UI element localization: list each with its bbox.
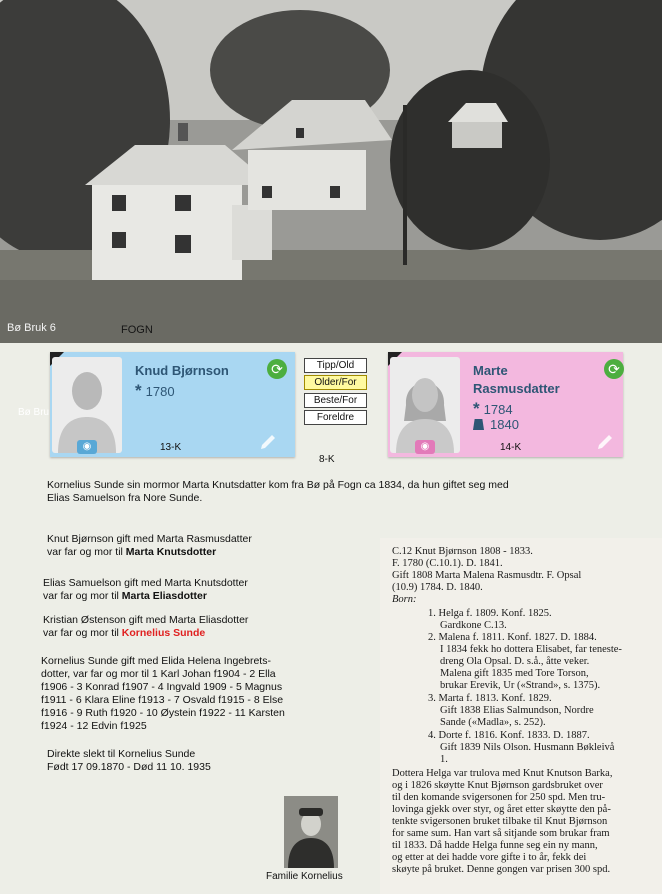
death-year: 1840	[490, 417, 519, 432]
children-line: dotter, var far og mor til 1 Karl Johan f1904 - 2 Ella	[41, 668, 276, 680]
book-scan-line: lovinga gjekk over styr, og året etter skøytte den på-	[392, 804, 611, 815]
farm-photo-drawing	[0, 0, 662, 343]
gen-button-beste-for[interactable]: Beste/For	[304, 393, 367, 408]
book-scan-line: Gift 1808 Marta Malena Rasmusdtr. F. Opsal	[392, 570, 582, 581]
book-scan-line: skøyte på bruket. Denne gongen var prisen 300 spd.	[392, 864, 611, 875]
lineage-child-highlight: Kornelius Sunde	[121, 627, 206, 639]
portrait-photo[interactable]	[284, 796, 338, 868]
book-scan-line: F. 1780 (C.10.1). D. 1841.	[392, 558, 503, 569]
birth-year: 1784	[483, 402, 513, 417]
book-scan-line: 1. Helga f. 1809. Konf. 1825.	[428, 608, 552, 619]
book-scan-line: C.12 Knut Bjørnson 1808 - 1833.	[392, 546, 533, 557]
children-line: f1906 - 3 Konrad f1907 - 4 Ingvald 1909 - 5 Magnus	[41, 681, 283, 693]
lineage-couple: Knut Bjørnson gift med Marta Rasmusdatter	[47, 533, 252, 545]
book-scan-line: dreng Ola Opsal. D. s.å., åtte veker.	[440, 656, 590, 667]
children-line: f1916 - 9 Ruth f1920 - 10 Øystein f1922 - 11 Karsten	[41, 707, 285, 719]
death-line	[473, 417, 519, 432]
lineage-child-line	[43, 590, 248, 603]
person-name-last: Rasmusdatter	[473, 381, 560, 396]
lineage-couple: Elias Samuelson gift med Marta Knutsdotter	[43, 577, 248, 589]
generation-code: 8-K	[319, 454, 335, 465]
birth-star-icon: *	[135, 381, 142, 400]
book-scan-line: 3. Marta f. 1813. Konf. 1829.	[428, 693, 552, 704]
intro-line-2: Elias Samuelson fra Nore Sunde.	[47, 492, 203, 504]
pencil-icon[interactable]	[595, 432, 615, 452]
person-name: Knud Bjørnson	[135, 363, 229, 378]
children-line: f1911 - 6 Klara Eline f1913 - 7 Osvald f1915 - 8 Else	[41, 694, 284, 706]
ghost-label: Bø Bru	[18, 407, 50, 418]
book-scan-line: Born:	[392, 594, 417, 605]
birth-star-icon: *	[473, 399, 480, 418]
book-scan-line: og etter at dei hadde vore gifte i to år, fekk dei	[392, 852, 587, 863]
photo-label-bo-bruk: Bø Bruk 6	[7, 322, 56, 334]
birth-line	[473, 399, 513, 419]
lineage-prefix: var far og mor til	[43, 590, 122, 602]
book-scan-line: Gardkone C.13.	[440, 620, 507, 631]
lineage-child: Marta Knutsdotter	[125, 546, 217, 558]
children-line: Kornelius Sunde gift med Elida Helena Ingebrets-	[41, 655, 271, 667]
children-text	[41, 655, 285, 733]
intro-line-1: Kornelius Sunde sin mormor Marta Knutsdatter kom fra Bø på Fogn ca 1834, da hun giftet seg med	[47, 479, 509, 491]
gen-button-foreldre[interactable]: Foreldre	[304, 410, 367, 425]
coffin-icon	[473, 419, 484, 430]
direct-title: Direkte slekt til Kornelius Sunde	[47, 748, 196, 760]
person-code: 13-K	[160, 442, 182, 453]
lineage-prefix: var far og mor til	[43, 627, 122, 639]
book-scan-line: (10.9) 1784. D. 1840.	[392, 582, 483, 593]
portrait-caption: Familie Kornelius	[266, 871, 343, 882]
portrait-drawing	[284, 796, 338, 868]
camera-icon[interactable]: ◉	[415, 440, 435, 454]
person-card-knud[interactable]	[50, 352, 295, 457]
book-scan-line: 2. Malena f. 1811. Konf. 1827. D. 1884.	[428, 632, 597, 643]
birth-line	[135, 381, 175, 401]
photo-label-fogn: FOGN	[121, 324, 153, 336]
farm-photo	[0, 0, 662, 343]
camera-icon[interactable]: ◉	[77, 440, 97, 454]
person-code: 14-K	[500, 442, 522, 453]
lineage-block-2	[43, 577, 248, 603]
book-scan	[380, 538, 662, 894]
book-scan-line: Malena gift 1835 med Tore Torson,	[440, 668, 589, 679]
children-line: f1924 - 12 Edvin f1925	[41, 720, 147, 732]
refresh-icon[interactable]: ⟳	[604, 359, 624, 379]
lineage-child-line	[47, 546, 252, 559]
avatar-male	[52, 357, 122, 453]
intro-text	[47, 479, 509, 505]
pencil-icon[interactable]	[258, 432, 278, 452]
book-scan-line: Gift 1839 Nils Olson. Husmann Bøkleivå	[440, 742, 615, 753]
refresh-icon[interactable]: ⟳	[267, 359, 287, 379]
book-scan-line: Sande («Madla», s. 252).	[440, 717, 546, 728]
book-scan-line: tenkte svigersonen bruket tilbake til Knut Bjørnson	[392, 816, 608, 827]
book-scan-line: til den komande svigersonen for 250 spd. Men tru-	[392, 792, 606, 803]
lineage-block-3	[43, 614, 248, 640]
lineage-prefix: var far og mor til	[47, 546, 126, 558]
book-scan-line: og i 1826 skøytte Knut Bjørnson gardsbruket over	[392, 780, 603, 791]
book-scan-line: Gift 1838 Elias Salmundson, Nordre	[440, 705, 594, 716]
book-scan-line: 4. Dorte f. 1816. Konf. 1833. D. 1887.	[428, 730, 590, 741]
book-scan-line: I 1834 fekk ho dottera Elisabet, far teneste-	[440, 644, 622, 655]
avatar-female	[390, 357, 460, 453]
book-scan-line: brukar Erevik, Ur («Strand», s. 1375).	[440, 680, 601, 691]
book-scan-line: Dottera Helga var trulova med Knut Knutson Barka,	[392, 768, 613, 779]
lineage-block-1	[47, 533, 252, 559]
book-scan-line: 1.	[440, 754, 448, 765]
lineage-couple: Kristian Østenson gift med Marta Eliasdotter	[43, 614, 249, 626]
person-name-first: Marte	[473, 363, 508, 378]
book-scan-line: for same sum. Han vart så sitjande som brukar fram	[392, 828, 610, 839]
direct-lineage	[47, 748, 211, 774]
gen-button-tipp-old[interactable]: Tipp/Old	[304, 358, 367, 373]
lineage-child-line	[43, 627, 248, 640]
birth-year: 1780	[145, 384, 175, 399]
lineage-child: Marta Eliasdotter	[121, 590, 207, 602]
gen-button-older-for[interactable]: Older/For	[304, 375, 367, 390]
direct-dates: Født 17 09.1870 - Død 11 10. 1935	[47, 761, 211, 773]
book-scan-line: til 1833. Då hadde Helga funne seg ein ny mann,	[392, 840, 598, 851]
person-card-marte[interactable]	[388, 352, 623, 457]
